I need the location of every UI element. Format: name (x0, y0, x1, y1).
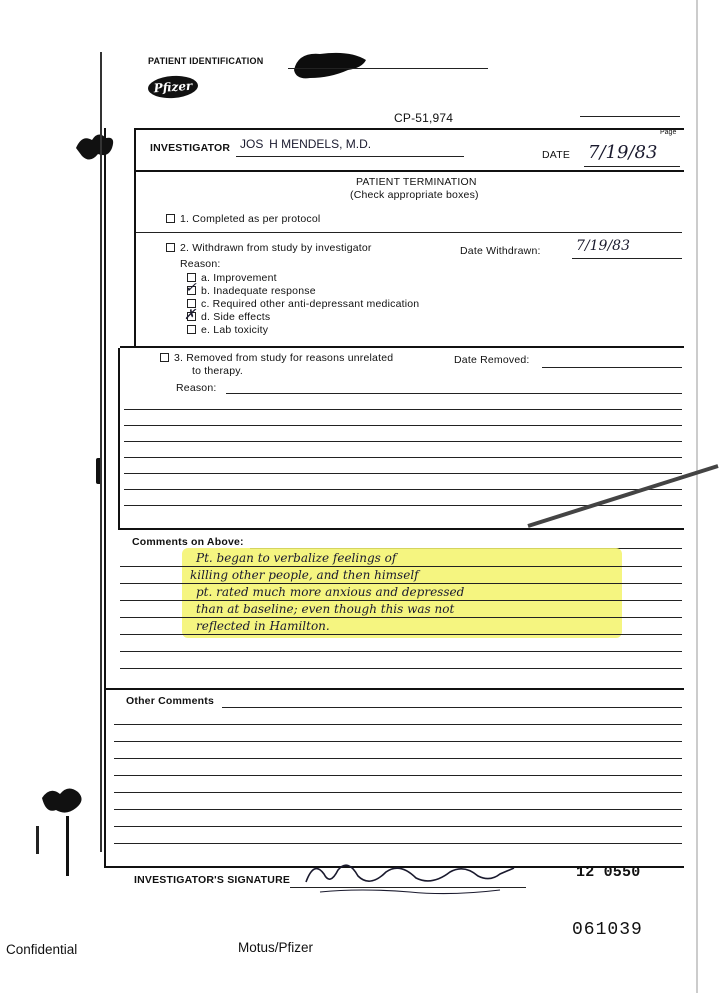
investigator-line (236, 156, 464, 157)
checkbox (166, 243, 175, 252)
date-removed-line (542, 367, 682, 368)
date-withdrawn-label: Date Withdrawn: (460, 245, 541, 257)
stamp-number: 12 0550 (576, 864, 641, 881)
reason-line (226, 393, 682, 394)
comment-line (120, 566, 682, 567)
option-mark: ✓ (185, 280, 197, 296)
investigator-label: INVESTIGATOR (150, 142, 231, 154)
margin-rule (100, 52, 102, 852)
reason-line (124, 457, 682, 458)
comment-line (120, 617, 682, 618)
comment-handwriting: than at baseline; even though this was not (196, 602, 455, 616)
item-removed-label: 3. Removed from study for reasons unrelated (174, 352, 394, 364)
form-inner-left-rule (134, 128, 136, 348)
date-line (584, 166, 680, 167)
checkbox (187, 325, 196, 334)
investigator-signature (300, 852, 520, 898)
reason-label: Reason: (180, 258, 221, 270)
binder-mark (36, 826, 39, 854)
removed-reason-label: Reason: (176, 382, 217, 394)
investigator-name: JOS H MENDELS, M.D. (240, 137, 372, 151)
comment-line (120, 651, 682, 652)
section-divider (134, 170, 684, 172)
reason-line (124, 441, 682, 442)
item-withdrawn-label: 2. Withdrawn from study by investigator (180, 242, 372, 254)
section-subtitle: (Check appropriate boxes) (350, 189, 479, 201)
option-label: e. Lab toxicity (201, 324, 269, 336)
date-label: DATE (542, 149, 571, 161)
patient-id-line (288, 68, 488, 69)
other-comment-line (114, 826, 682, 827)
reason-option (184, 307, 271, 323)
other-comment-line (114, 792, 682, 793)
section-title: PATIENT TERMINATION (356, 176, 477, 188)
comment-handwriting: pt. rated much more anxious and depressed (196, 585, 465, 599)
section-divider (136, 232, 682, 233)
reason-option (187, 298, 419, 310)
option-mark: ✗ (184, 307, 196, 323)
item-completed-label: 1. Completed as per protocol (180, 213, 321, 225)
date-withdrawn-value: 7/19/83 (576, 238, 630, 254)
option-label: c. Required other anti-depressant medication (201, 298, 420, 310)
date-value: 7/19/83 (588, 142, 658, 163)
other-comment-line (114, 809, 682, 810)
page-label: Page (660, 129, 677, 136)
reason-option (187, 324, 268, 336)
item-completed (166, 213, 320, 225)
protocol-number: CP-51,974 (394, 111, 454, 125)
comment-line (120, 634, 682, 635)
other-comment-line (114, 758, 682, 759)
option-label: d. Side effects (201, 311, 271, 323)
option-label: a. Improvement (201, 272, 277, 284)
other-comment-line (114, 775, 682, 776)
checkbox (166, 214, 175, 223)
confidential-label: Confidential (6, 942, 78, 957)
section-divider (106, 688, 684, 690)
reason-line (124, 425, 682, 426)
document-number: 061039 (572, 920, 643, 940)
comment-line (120, 600, 682, 601)
form-top-border (134, 128, 684, 130)
scan-artifact-bottom (38, 784, 88, 818)
comment-handwriting: reflected in Hamilton. (196, 619, 330, 633)
comments-label: Comments on Above: (132, 536, 244, 548)
date-withdrawn-line (572, 258, 682, 259)
form-inner-left-rule (118, 348, 120, 528)
checkbox (160, 353, 169, 362)
section-divider (120, 346, 684, 348)
option-label: b. Inadequate response (201, 285, 316, 297)
signature-label: INVESTIGATOR'S SIGNATURE (134, 874, 291, 886)
other-comment-line (222, 707, 682, 708)
other-comment-line (114, 741, 682, 742)
other-comment-line (114, 843, 682, 844)
binder-mark (66, 816, 69, 876)
reason-option (185, 280, 316, 297)
pfizer-logo: Pfizer (147, 74, 198, 99)
other-comments-label: Other Comments (126, 695, 214, 707)
item-removed-label-2: to therapy. (192, 365, 244, 377)
comment-line (120, 583, 682, 584)
pen-stroke (526, 460, 720, 530)
section-divider (118, 528, 684, 530)
item-withdrawn (166, 242, 372, 254)
comment-line (120, 668, 682, 669)
page-number-line (580, 116, 680, 117)
patient-identification-label: PATIENT IDENTIFICATION (148, 56, 264, 66)
reason-line (124, 409, 682, 410)
item-removed (160, 352, 393, 364)
comment-handwriting: killing other people, and then himself (190, 568, 419, 582)
other-comment-line (114, 724, 682, 725)
redaction-mark (290, 48, 370, 82)
signature-line (290, 887, 526, 888)
source-label: Motus/Pfizer (238, 940, 314, 955)
comment-handwriting: Pt. began to verbalize feelings of (196, 551, 397, 565)
date-removed-label: Date Removed: (454, 354, 530, 366)
reason-option (187, 272, 277, 284)
